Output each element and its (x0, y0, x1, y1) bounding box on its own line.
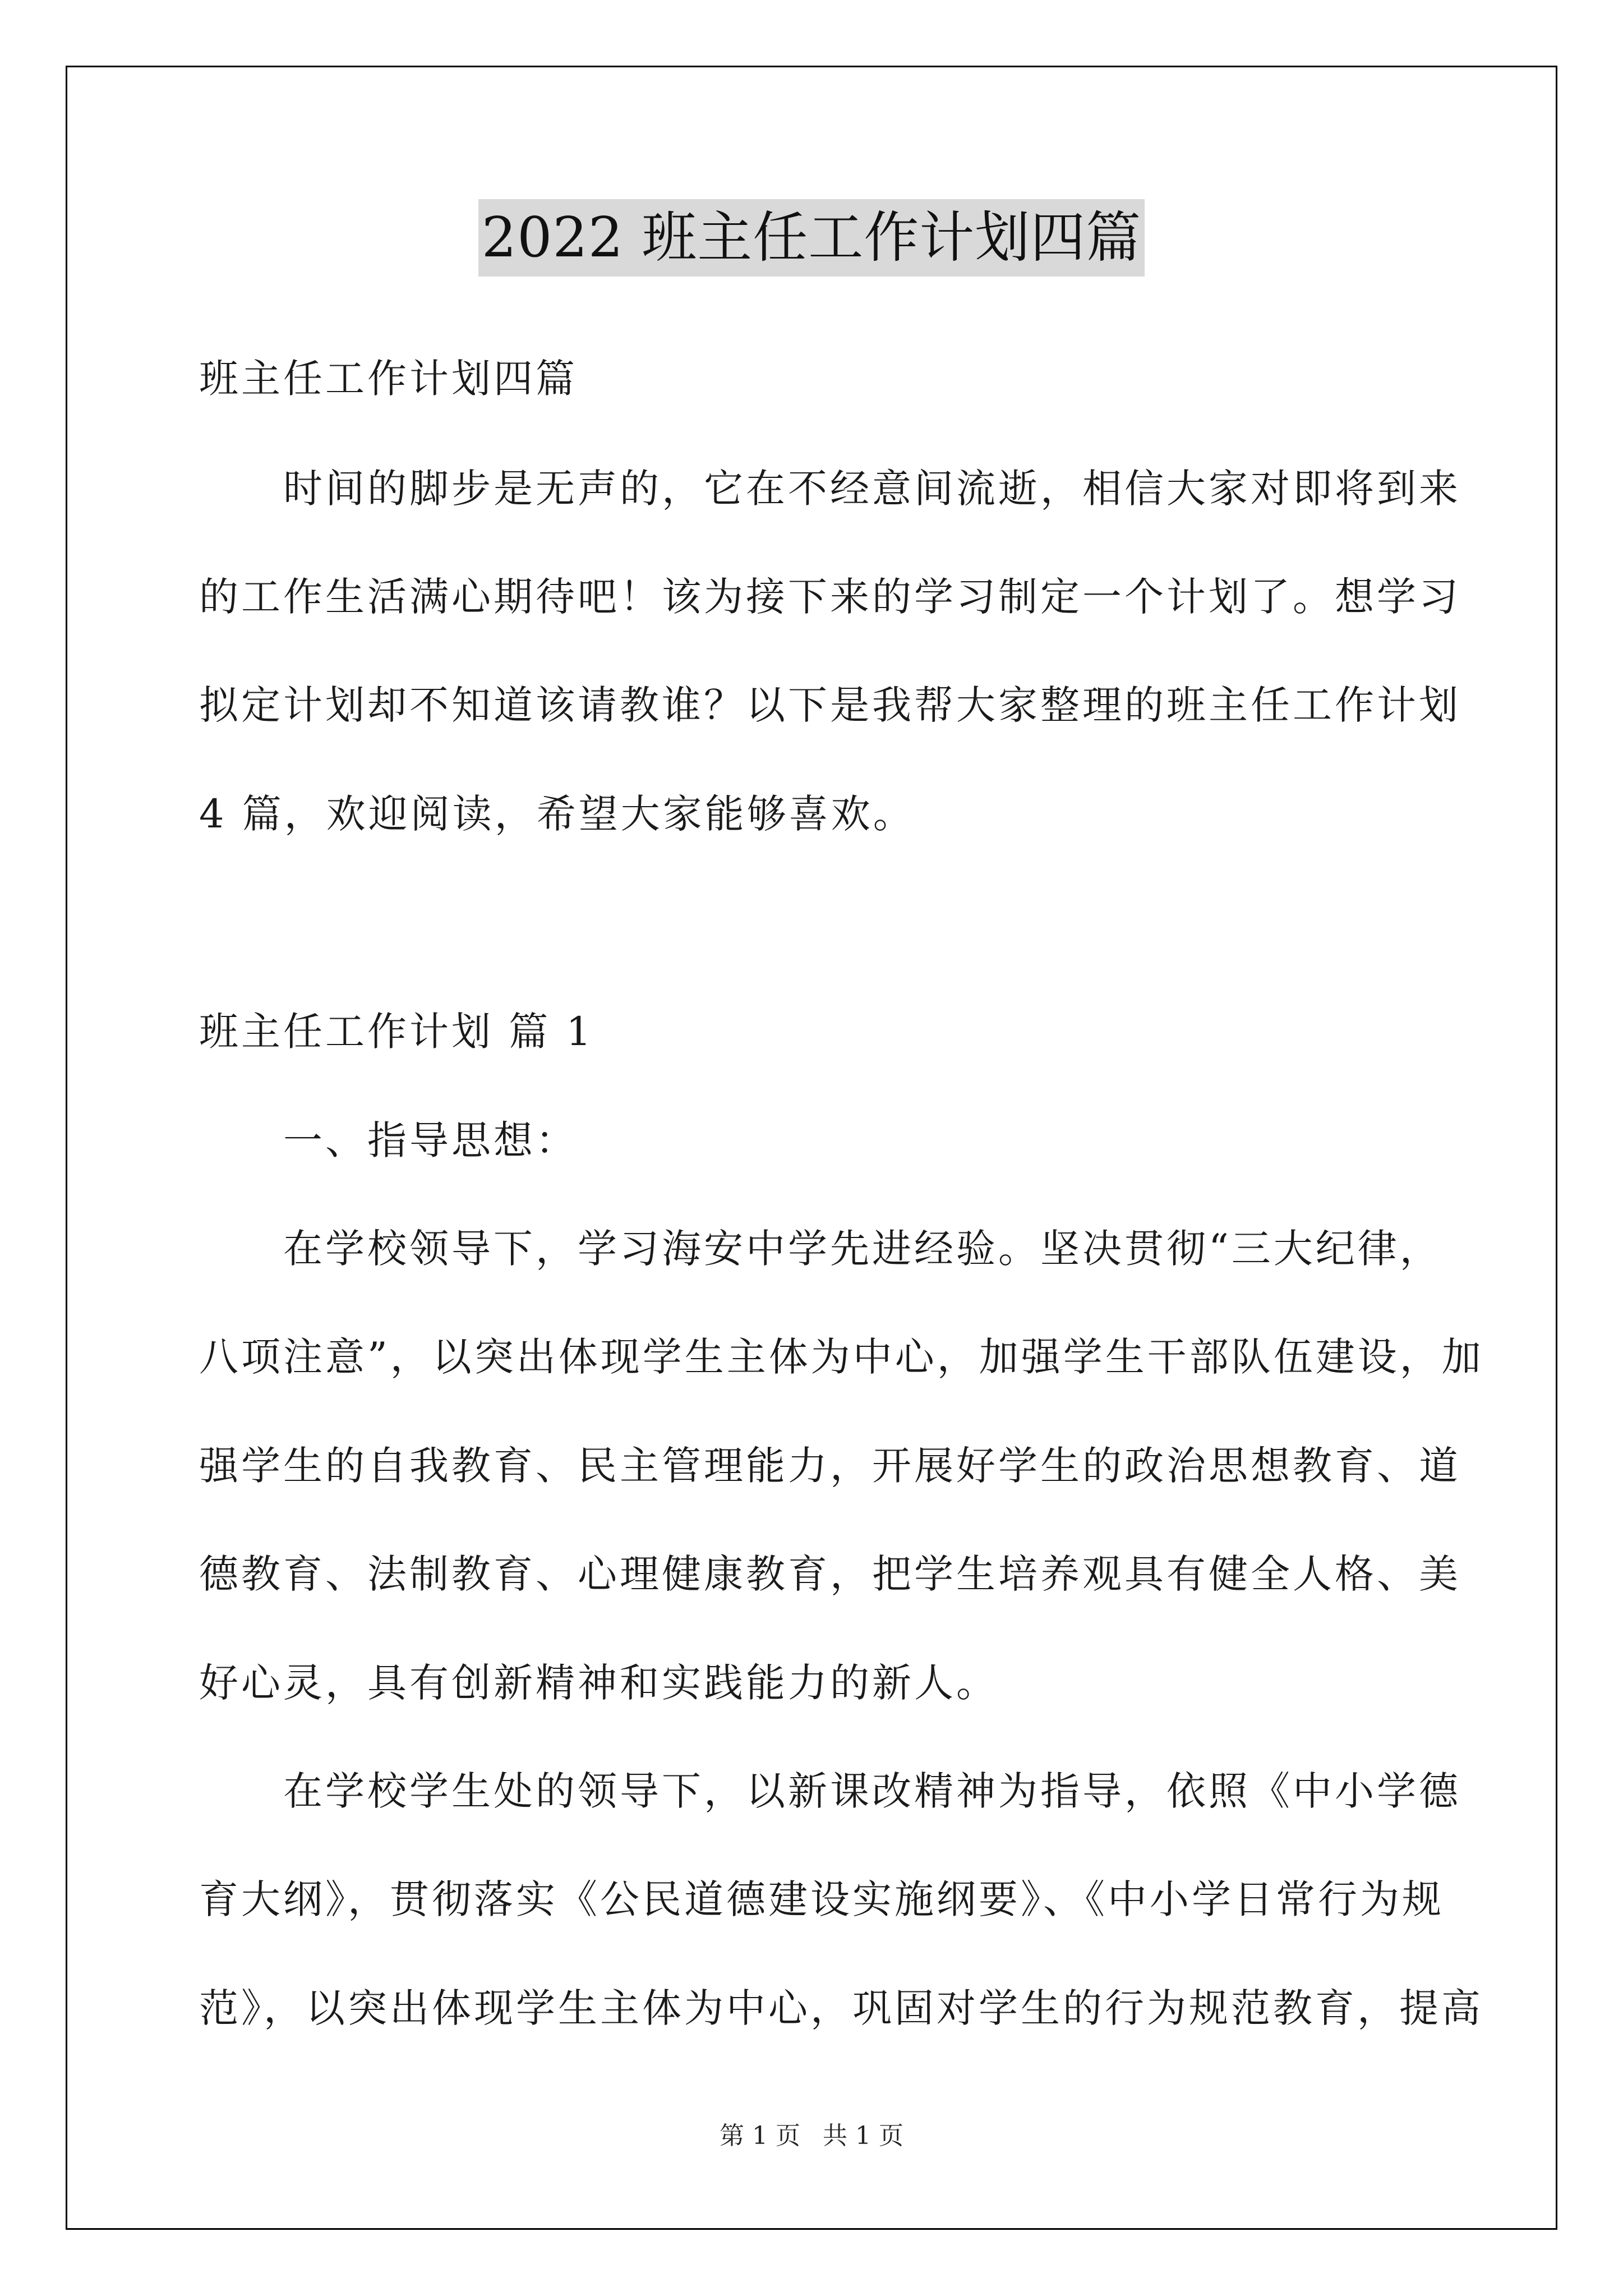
page-number: 第 1 页 (720, 2122, 800, 2150)
title-block (0, 199, 1623, 277)
intro-line-1: 时间的脚步是无声的，它在不经意间流逝，相信大家对即将到来 (283, 466, 1461, 512)
para1-line-4: 德教育、法制教育、心理健康教育，把学生培养观具有健全人格、美 (199, 1551, 1461, 1597)
page-footer (0, 2119, 1623, 2153)
subheading: 一、指导思想： (283, 1117, 578, 1163)
section-heading: 班主任工作计划 篇 1 (199, 1009, 594, 1055)
para2-line-1: 在学校学生处的领导下，以新课改精神为指导，依照《中小学德 (283, 1768, 1461, 1814)
para1-line-1: 在学校领导下，学习海安中学先进经验。坚决贯彻“三大纪律， (283, 1226, 1442, 1272)
para2-line-3: 范》，以突出体现学生主体为中心，巩固对学生的行为规范教育，提高 (199, 1985, 1483, 2031)
document-subtitle: 班主任工作计划四篇 (199, 356, 578, 402)
intro-line-2: 的工作生活满心期待吧！该为接下来的学习制定一个计划了。想学习 (199, 574, 1461, 620)
intro-line-3: 拟定计划却不知道该请教谁？以下是我帮大家整理的班主任工作计划 (199, 682, 1461, 728)
para1-line-5: 好心灵，具有创新精神和实践能力的新人。 (199, 1660, 998, 1706)
para1-line-2: 八项注意”，以突出体现学生主体为中心，加强学生干部队伍建设，加 (199, 1334, 1484, 1380)
para2-line-2: 育大纲》，贯彻落实《公民道德建设实施纲要》、《中小学日常行为规 (199, 1876, 1444, 1922)
document-title: 2022 班主任工作计划四篇 (478, 199, 1145, 277)
para1-line-3: 强学生的自我教育、民主管理能力，开展好学生的政治思想教育、道 (199, 1443, 1461, 1489)
page-total: 共 1 页 (823, 2122, 903, 2150)
intro-line-4: 4 篇，欢迎阅读，希望大家能够喜欢。 (199, 791, 915, 837)
